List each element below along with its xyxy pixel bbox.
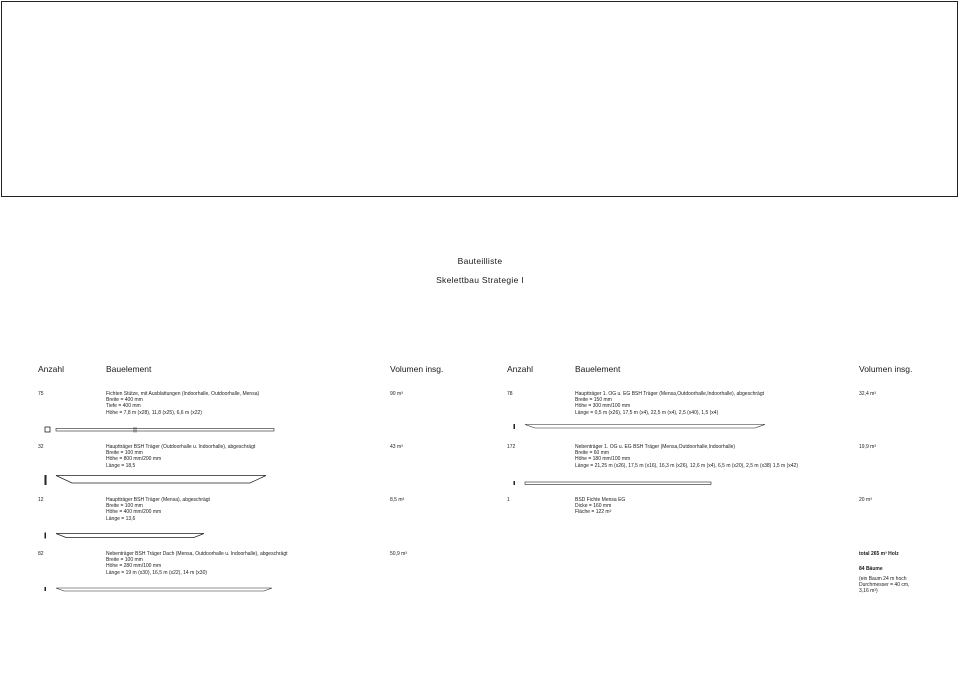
table-row-description: BSD Fichte Mensa EG Dicke = 160 mm Fläche = 122 m² xyxy=(575,497,626,516)
table-row-volume: 50,9 m³ xyxy=(390,551,407,557)
table-row-count: 1 xyxy=(507,497,510,503)
secondary-beam-drawing xyxy=(44,586,284,594)
table-row-volume: 90 m³ xyxy=(390,391,403,397)
tree-count: 84 Bäume xyxy=(859,566,883,572)
table-row-description: Hauptträger BSH Träger (Outdoorhalle u. Indoorhalle), abgeschrägt Breite = 100 mm Höhe = 800 mm/200 mm Länge = 18,5 xyxy=(106,444,256,469)
tree-note: (ein Baum 24 m hoch Durchmesser = 40 cm, 3,16 m³) xyxy=(859,576,910,595)
floor-secondary-beam-drawing xyxy=(513,480,713,488)
table-row-count: 78 xyxy=(507,391,513,397)
col-header-element-left: Bauelement xyxy=(106,364,152,374)
table-row-volume: 20 m³ xyxy=(859,497,872,503)
column-element-drawing xyxy=(44,426,284,436)
table-row-count: 32 xyxy=(38,444,44,450)
table-row-volume: 43 m³ xyxy=(390,444,403,450)
col-header-count-right: Anzahl xyxy=(507,364,533,374)
table-row-description: Hauptträger BSH Träger (Mensa), abgeschrägt Breite = 100 mm Höhe = 400 mm/200 mm Länge = 13,6 xyxy=(106,497,210,522)
table-row-description: Fichten Stütze, mit Ausblattungen (Indoorhalle, Outdoorhalle, Mensa) Breite = 400 mm Tiefe = 400 mm Höhe = 7,8 m (x28), 11,8 (x25), 6,6 m (x22) xyxy=(106,391,260,416)
mensa-beam-drawing xyxy=(44,531,214,541)
table-row-count: 172 xyxy=(507,444,516,450)
table-row-description: Hauptträger 1. OG u. EG BSH Träger (Mensa,Outdoorhalle,Indoorhalle), abgeschrägt Breite = 150 mm Höhe = 300 mm/100 mm Länge = 0,5 m (x26), 17,5 m (x4), 22,5 m (x4), 2,5 (x40), 1,5 (x4) xyxy=(575,391,764,416)
drawing-frame xyxy=(1,1,958,197)
page-subtitle: Skelettbau Strategie I xyxy=(436,275,524,285)
col-header-volume-left: Volumen insg. xyxy=(390,364,444,374)
floor-main-beam-drawing xyxy=(513,422,773,432)
table-row-count: 75 xyxy=(38,391,44,397)
main-beam-drawing xyxy=(44,474,274,486)
table-row-count: 12 xyxy=(38,497,44,503)
col-header-volume-right: Volumen insg. xyxy=(859,364,913,374)
table-row-volume: 8,5 m³ xyxy=(390,497,405,503)
table-row-volume: 19,9 m³ xyxy=(859,444,876,450)
table-row-volume: 32,4 m³ xyxy=(859,391,876,397)
total-volume: total 265 m³ Holz xyxy=(859,551,899,557)
table-row-count: 82 xyxy=(38,551,44,557)
table-row-description: Nebenträger BSH Träger Dach (Mensa, Outdoorhalle u. Indoorhalle), abgeschrägt Breite = 100 mm Höhe = 280 mm/100 mm Länge = 19 m (x30), 16,5 m (x22), 14 m (x30) xyxy=(106,551,288,576)
col-header-element-right: Bauelement xyxy=(575,364,621,374)
col-header-count-left: Anzahl xyxy=(38,364,64,374)
table-row-description: Nebenträger 1. OG u. EG BSH Träger (Mensa,Outdoorhalle,Indoorhalle) Breite = 60 mm Höhe = 180 mm/100 mm Länge = 21,25 m (x26), 17,5 m (x16), 16,3 m (x26), 12,6 m (x4), 6,5 m (x20), 2,5 m (x38) 1,5 m (x42) xyxy=(575,444,799,469)
page-title: Bauteilliste xyxy=(457,256,503,266)
